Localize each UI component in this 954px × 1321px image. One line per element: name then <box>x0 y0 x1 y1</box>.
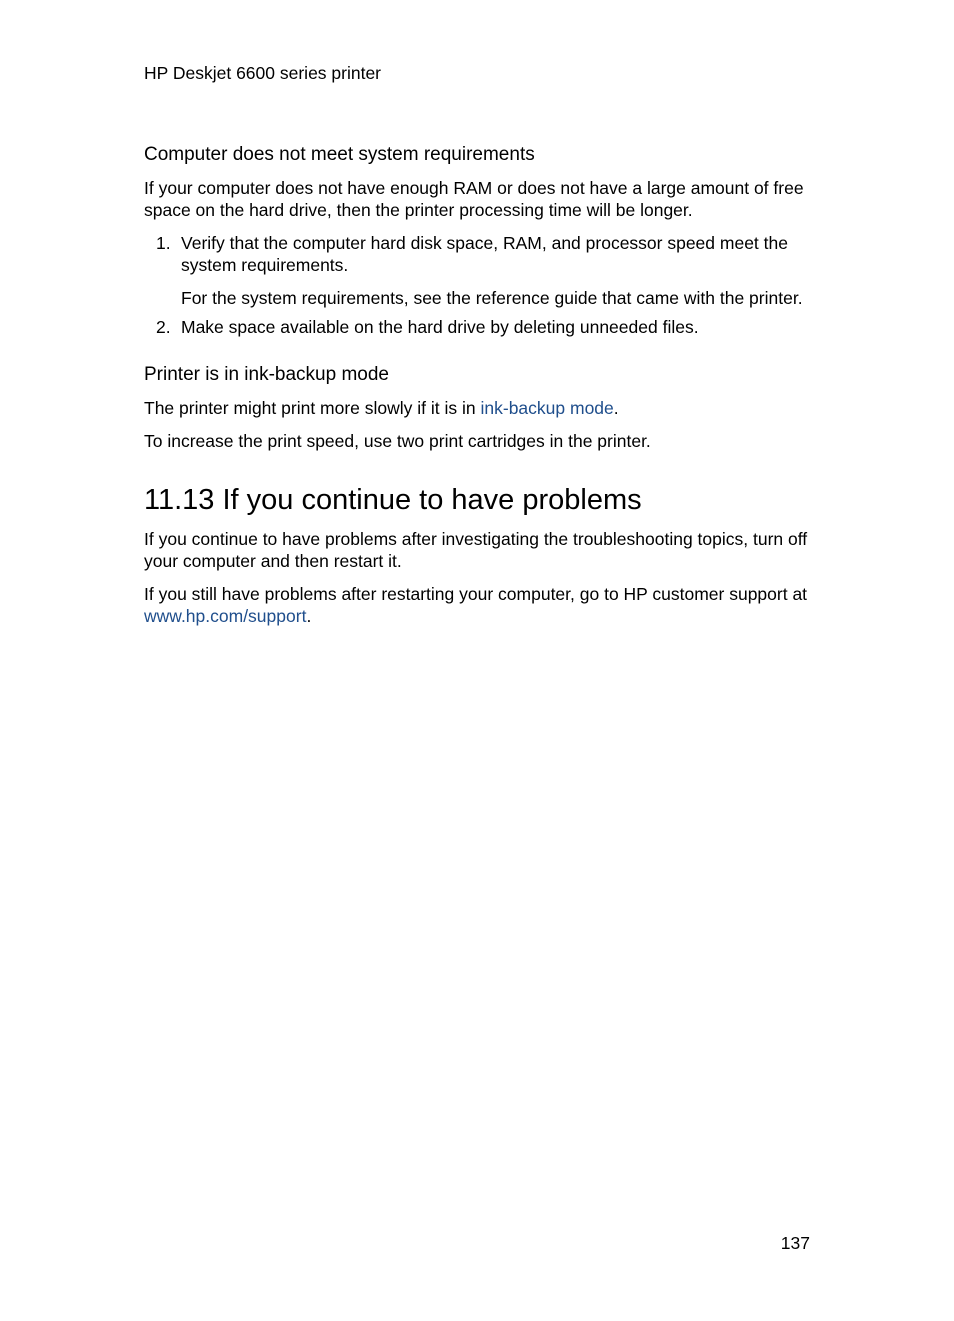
heading-ink-backup-mode: Printer is in ink-backup mode <box>144 364 389 385</box>
steps-list <box>144 232 812 338</box>
step-number: 1. <box>156 233 171 253</box>
section-title-continue-problems: 11.13 If you continue to have problems <box>144 484 642 516</box>
paragraph-print-speed: To increase the print speed, use two print cartridges in the printer. <box>144 431 651 451</box>
step-note: For the system requirements, see the reference guide that came with the printer. <box>181 288 803 308</box>
section-spacer <box>144 345 812 363</box>
support-text-after: . <box>306 606 312 626</box>
page-content <box>144 143 812 638</box>
page-number: 137 <box>780 1233 810 1253</box>
ink-backup-mode-link[interactable]: ink-backup mode <box>480 398 614 418</box>
step-number: 2. <box>156 317 171 337</box>
step-text: Verify that the computer hard disk space, RAM, and processor speed meet the system requirements. <box>181 233 788 275</box>
paragraph-continue-problems: If you continue to have problems after investigating the troubleshooting topics, turn off your computer and then restart it. <box>144 529 808 571</box>
hp-support-link[interactable]: www.hp.com/support <box>144 606 307 626</box>
paragraph-hp-support <box>144 583 812 627</box>
ink-backup-text-after: . <box>613 398 619 418</box>
running-header: HP Deskjet 6600 series printer <box>144 63 382 83</box>
paragraph-system-requirements-intro: If your computer does not have enough RAM or does not have a large amount of free space on the hard drive, then the printer processing time will be longer. <box>144 178 804 220</box>
list-item <box>144 232 812 309</box>
support-text-before: If you still have problems after restarting your computer, go to HP customer support at <box>144 584 808 604</box>
ink-backup-text-before: The printer might print more slowly if it is in <box>144 398 481 418</box>
list-item <box>144 316 812 338</box>
heading-system-requirements: Computer does not meet system requirements <box>144 144 535 165</box>
step-text: Make space available on the hard drive by deleting unneeded files. <box>181 317 699 337</box>
paragraph-ink-backup <box>144 397 812 419</box>
document-page <box>144 0 812 1321</box>
